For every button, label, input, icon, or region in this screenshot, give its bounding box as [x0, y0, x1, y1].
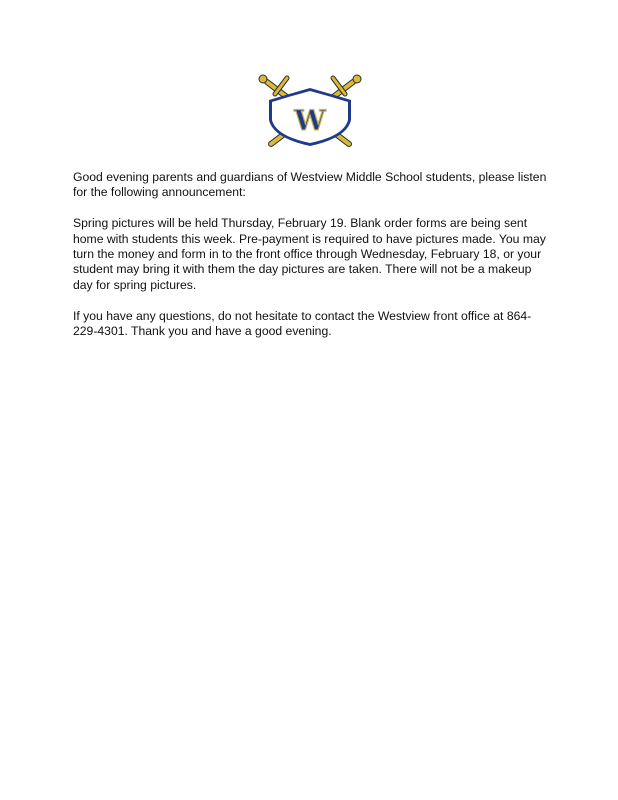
greeting-paragraph: Good evening parents and guardians of Westview Middle School students, please listen for the following announcement: — [73, 170, 547, 200]
contact-paragraph: If you have any questions, do not hesitate to contact the Westview front office at 864-229-4301. Thank you and have a good evening. — [73, 308, 532, 339]
w-letter-icon — [293, 104, 326, 137]
announcement-body — [73, 170, 553, 355]
spring-pictures-paragraph: Spring pictures will be held Thursday, February 19. Blank order forms are being sent home with students this week. Pre-payment is required to have pictures made. You may turn the money and form in to the front office through Wednesday, February 18, or your student may bring it with them the day pictures are taken. There will not be a makeup day for spring pictures. — [73, 216, 546, 292]
westview-logo-icon — [257, 74, 363, 152]
svg-text:W: W — [294, 104, 326, 137]
